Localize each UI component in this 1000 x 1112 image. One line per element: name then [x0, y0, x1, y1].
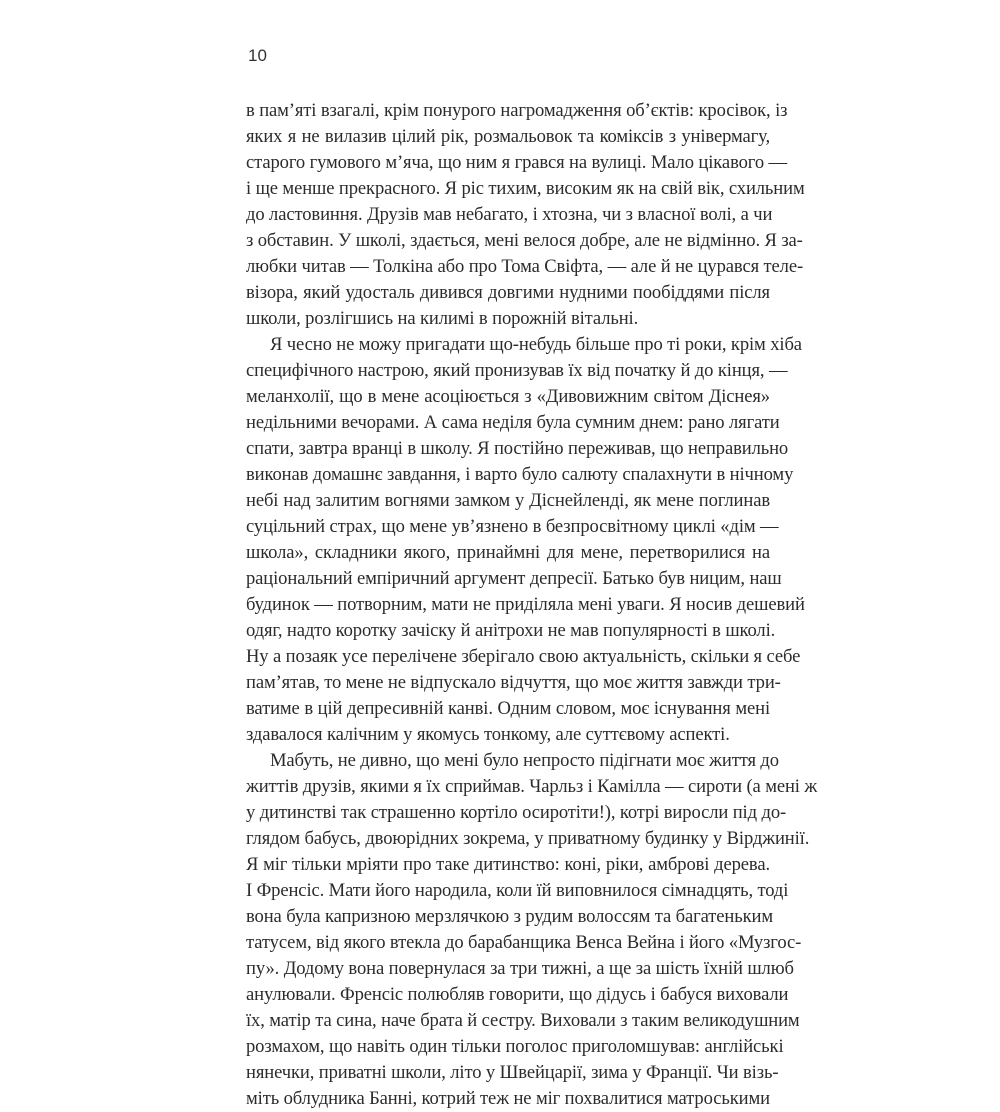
text-line: анулювали. Френсіс полюбляв говорити, що дідусь і бабуся виховали	[246, 984, 789, 1005]
text-line: і ще менше прекрасного. Я ріс тихим, високим як на свій вік, схильним	[246, 178, 805, 199]
paragraph	[246, 748, 818, 1112]
text-line: в пам’яті взагалі, крім понурого нагромадження об’єктів: кросівок, із	[246, 100, 788, 121]
text-line: школи, розлігшись на килимі в порожній вітальні.	[246, 308, 639, 329]
text-line: специфічного настрою, який пронизував їх від початку й до кінця, —	[246, 360, 788, 381]
text-line: візора, який удосталь дивився довгими нудними пообіддями після	[246, 282, 770, 303]
paragraph	[246, 98, 805, 332]
text-line: старого гумового м’яча, що ним я грався на вулиці. Мало цікавого —	[246, 152, 787, 173]
text-line: пу». Додому вона повернулася за три тижні, а ще за шість їхній шлюб	[246, 958, 794, 979]
text-line: розмахом, що навіть один тільки поголос приголомшував: англійські	[246, 1036, 784, 1057]
text-line: вона була капризною мерзлячкою з рудим волоссям та багатеньким	[246, 906, 773, 927]
text-line: Ну а позаяк усе перелічене зберігало свою актуальність, скільки я себе	[246, 646, 801, 667]
text-line: спати, завтра вранці в школу. Я постійно переживав, що неправильно	[246, 438, 789, 459]
text-line: життів друзів, якими я їх сприймав. Чарльз і Камілла — сироти (а мені ж	[246, 776, 818, 797]
text-line: глядом бабусь, двоюрідних зокрема, у приватному будинку у Вірджинії.	[246, 828, 810, 849]
text-line: раціональний емпіричний аргумент депресії. Батько був ницим, наш	[246, 568, 782, 589]
body-text	[246, 98, 818, 1112]
text-line: нянечки, приватні школи, літо у Швейцарії, зима у Франції. Чи візь-	[246, 1062, 779, 1083]
text-line: любки читав — Толкіна або про Тома Свіфта, — але й не цурався теле-	[246, 256, 804, 277]
text-line: з обставин. У школі, здається, мені велося добре, але не відмінно. Я за-	[246, 230, 803, 251]
text-line: одяг, надто коротку зачіску й анітрохи не мав популярності в школі.	[246, 620, 776, 641]
text-line: їх, матір та сина, наче брата й сестру. Виховали з таким великодушним	[246, 1010, 800, 1031]
text-line: будинок — потворним, мати не приділяла мені уваги. Я носив дешевий	[246, 594, 805, 615]
text-line: Я чесно не можу пригадати що-небудь більше про ті роки, крім хіба	[270, 334, 802, 355]
text-line: недільними вечорами. А сама неділя була сумним днем: рано лягати	[246, 412, 780, 433]
text-line: яких я не вилазив цілий рік, розмальовок та коміксів з універмагу,	[246, 126, 770, 147]
text-line: виконав домашнє завдання, і варто було салюту спалахнути в нічному	[246, 464, 794, 485]
text-line: татусем, від якого втекла до барабанщика Венса Вейна і його «Музгос-	[246, 932, 802, 953]
page-number: 10	[248, 46, 267, 65]
text-line: Я міг тільки мріяти про таке дитинство: коні, ріки, амброві дерева.	[246, 854, 770, 875]
text-line: небі над залитим вогнями замком у Діснейленді, як мене поглинав	[246, 490, 770, 511]
text-line: школа», складники якого, принаймні для мене, перетворилися на	[246, 542, 770, 563]
paragraph	[246, 332, 805, 748]
text-line: міть облудника Банні, котрий теж не міг похвалитися матроськими	[246, 1088, 770, 1109]
text-line: ватиме в цій депресивній канві. Одним словом, моє існування мені	[246, 698, 770, 719]
text-line: меланхолії, що в мене асоціюється з «Дивовижним світом Діснея»	[246, 386, 770, 407]
text-line: до ластовиння. Друзів мав небагато, і хтозна, чи з власної волі, а чи	[246, 204, 773, 225]
text-line: І Френсіс. Мати його народила, коли їй виповнилося сімнадцять, тоді	[246, 880, 789, 901]
text-line: пам’ятав, то мене не відпускало відчуття, що моє життя завжди три-	[246, 672, 781, 693]
text-line: у дитинстві так страшенно кортіло осиротіти!), котрі виросли під до-	[246, 802, 787, 823]
text-line: здавалося калічним у якомусь тонкому, але суттєвому аспекті.	[246, 724, 730, 745]
text-line: суцільний страх, що мене ув’язнено в безпросвітному циклі «дім —	[246, 516, 779, 537]
text-line: Мабуть, не дивно, що мені було непросто підігнати моє життя до	[270, 750, 779, 771]
